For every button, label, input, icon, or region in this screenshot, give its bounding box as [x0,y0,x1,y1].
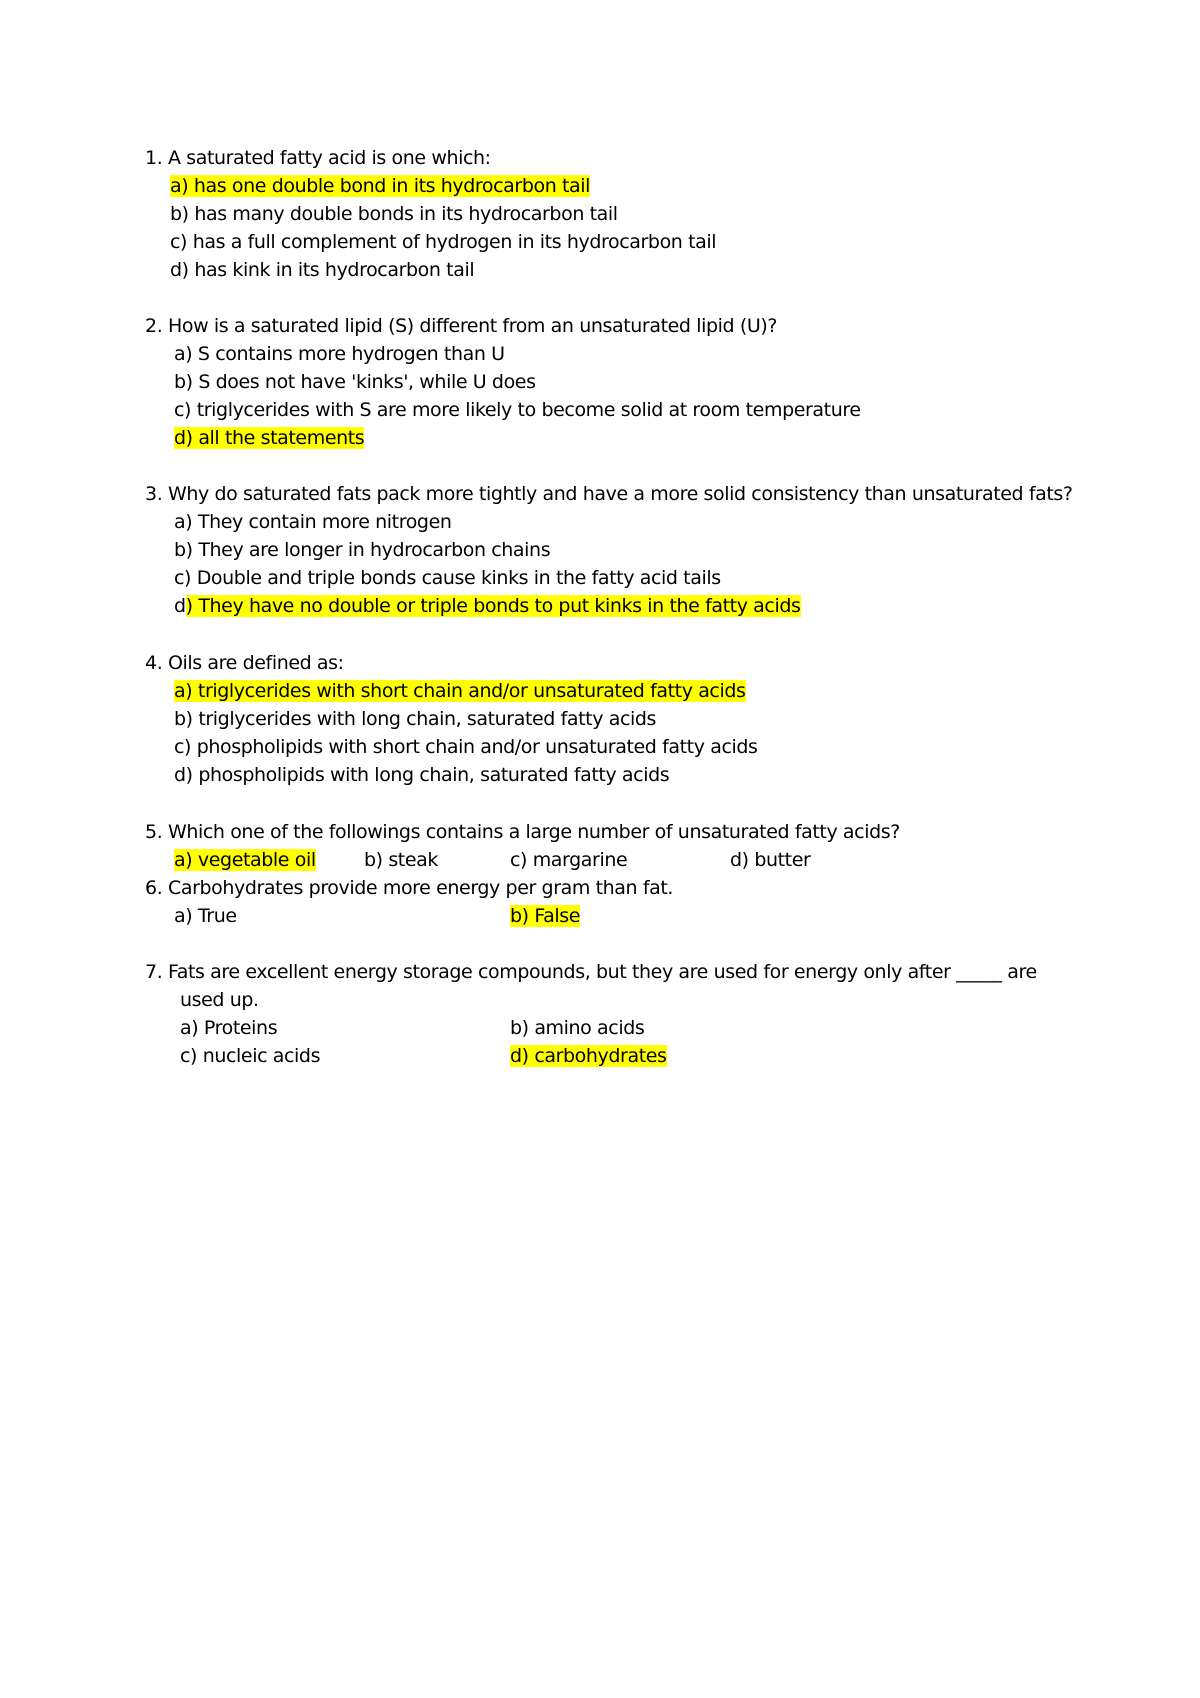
question-6-option-a: a) True [174,905,237,927]
question-3-option-a: a) They contain more nitrogen [174,511,452,533]
question-7-option-b: b) amino acids [510,1017,645,1039]
question-2-option-d [174,426,364,450]
question-7-stem-continued: used up. [180,989,259,1011]
question-7-option-d [510,1044,667,1068]
question-5-option-a [174,848,316,872]
question-4-option-a [174,679,746,703]
question-6-stem: 6. Carbohydrates provide more energy per gram than fat. [145,877,674,899]
question-1-option-a [170,174,590,198]
answer-highlight: a) has one double bond in its hydrocarbon tail [170,175,591,197]
question-5-stem: 5. Which one of the followings contains a large number of unsaturated fatty acids? [145,821,900,843]
question-4-option-c: c) phospholipids with short chain and/or unsaturated fatty acids [174,736,758,758]
answer-highlight: d) all the statements [174,427,365,449]
question-5-option-d: d) butter [730,849,811,871]
question-2-stem: 2. How is a saturated lipid (S) different from an unsaturated lipid (U)? [145,315,778,337]
question-6-option-b [510,904,580,928]
question-4-option-d: d) phospholipids with long chain, saturated fatty acids [174,764,670,786]
question-3-option-c: c) Double and triple bonds cause kinks in the fatty acid tails [174,567,721,589]
question-5-option-b: b) steak [364,849,438,871]
answer-highlight: b) False [510,905,581,927]
question-4-option-b: b) triglycerides with long chain, saturated fatty acids [174,708,657,730]
question-3-option-b: b) They are longer in hydrocarbon chains [174,539,551,561]
answer-highlight: d) carbohydrates [510,1045,667,1067]
question-1-option-c: c) has a full complement of hydrogen in its hydrocarbon tail [170,231,717,253]
question-4-stem: 4. Oils are defined as: [145,652,344,674]
question-1-option-b: b) has many double bonds in its hydrocarbon tail [170,203,618,225]
question-2-option-c: c) triglycerides with S are more likely to become solid at room temperature [174,399,861,421]
question-5-option-c: c) margarine [510,849,628,871]
question-3-stem: 3. Why do saturated fats pack more tightly and have a more solid consistency than unsaturated fats? [145,483,1073,505]
question-1-stem: 1. A saturated fatty acid is one which: [145,147,491,169]
question-7-stem: 7. Fats are excellent energy storage compounds, but they are used for energy only after _____ are [145,961,1037,983]
option-letter: d [174,595,186,617]
question-7-option-c: c) nucleic acids [180,1045,321,1067]
answer-highlight: a) vegetable oil [174,849,316,871]
question-3-option-d [174,594,801,618]
question-2-option-b: b) S does not have 'kinks', while U does [174,371,536,393]
question-1-option-d: d) has kink in its hydrocarbon tail [170,259,475,281]
answer-highlight: ) They have no double or triple bonds to put kinks in the fatty acids [185,595,801,617]
question-7-option-a: a) Proteins [180,1017,278,1039]
answer-highlight: a) triglycerides with short chain and/or unsaturated fatty acids [174,680,746,702]
question-2-option-a: a) S contains more hydrogen than U [174,343,505,365]
